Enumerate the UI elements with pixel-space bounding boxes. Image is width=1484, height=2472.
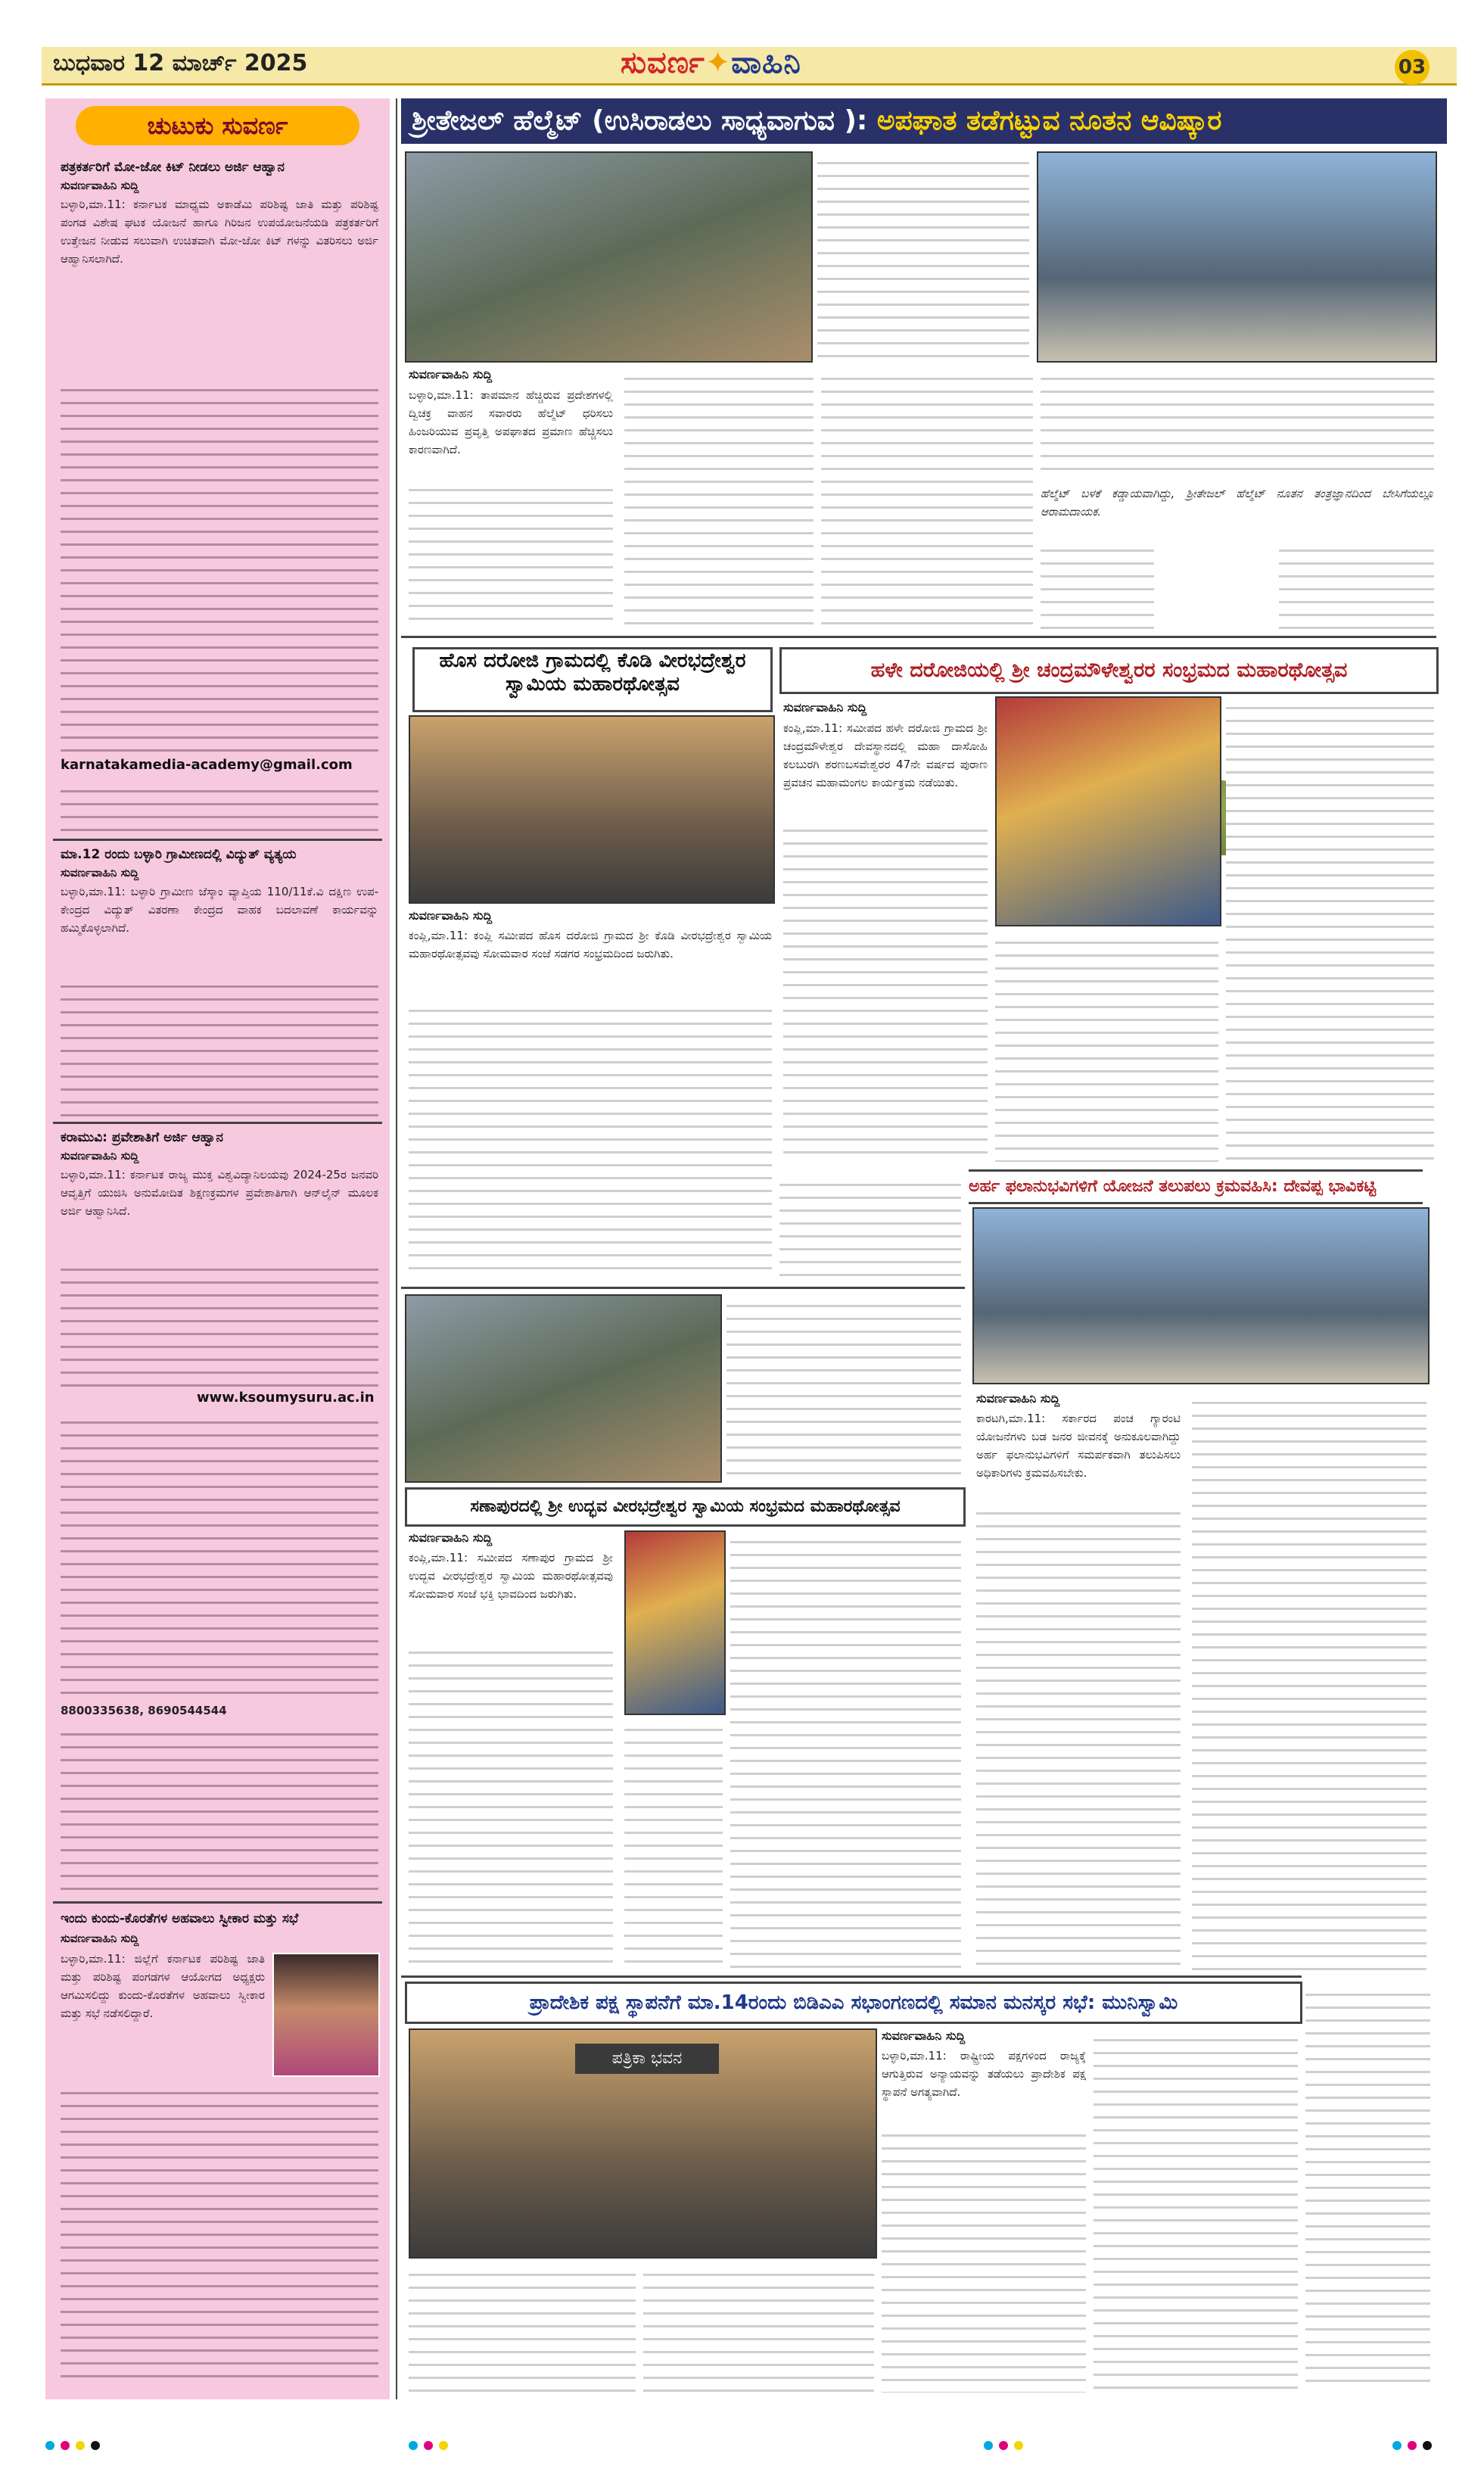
sidebar-website[interactable]: www.ksoumysuru.ac.in — [197, 1390, 375, 1406]
flame-icon: ✦ — [705, 45, 732, 80]
sidebar-story-3-more — [61, 1411, 378, 1698]
photo-sign-board: ಪತ್ರಿಕಾ ಭವನ — [575, 2044, 719, 2074]
sidebar-story-3-lead: ಬಳ್ಳಾರಿ,ಮಾ.11: ಕರ್ನಾಟಕ ರಾಜ್ಯ ಮುಕ್ತ ವಿಶ್ವವಿದ್ಯಾನಿಲಯವು 2024-25ರ ಜನವರಿ ಆವೃತ್ತಿಗೆ ಯುಜಿಸಿ ಅನುಮೋದಿತ ಶಿಕ್ಷಣಕ್ರಮಗಳ ಪ್ರವೇಶಾತಿಗಾಗಿ ಆನ್‌ಲೈನ್ ಮೂಲಕ ಅರ್ಜಿ ಆಹ್ವಾನಿಸಿದೆ. — [61, 1168, 378, 1218]
masthead-part-a: ಸುವರ್ಣ — [621, 45, 705, 80]
sanapura-byline: ಸುವರ್ಣವಾಹಿನಿ ಸುದ್ದಿ — [409, 1530, 493, 1545]
bhavikatti-headline: ಅರ್ಹ ಫಲಾನುಭವಿಗಳಿಗೆ ಯೋಜನೆ ತಲುಪಲು ಕ್ರಮವಹಿಸಿ: ದೇವಪ್ಪ ಭಾವಿಕಟ್ಟಿ — [969, 1169, 1423, 1204]
sidebar-story-3-title: ಕರಾಮುವಿ: ಪ್ರವೇಶಾತಿಗೆ ಅರ್ಜಿ ಆಹ್ವಾನ — [61, 1130, 224, 1145]
sanapura-body-2 — [624, 1718, 723, 1968]
sidebar-divider-2 — [53, 1122, 382, 1124]
registration-dot-magenta-3 — [999, 2441, 1008, 2450]
hale-daroji-headline: ಹಳೇ ದರೋಜಿಯಲ್ಲಿ ಶ್ರೀ ಚಂದ್ರಮೌಳೇಶ್ವರರ ಸಂಭ್ರಮದ ಮಹಾರಥೋತ್ಸವ — [779, 647, 1439, 694]
hosa-daroji-body-2 — [779, 1173, 961, 1279]
sidebar-story-1-lead: ಬಳ್ಳಾರಿ,ಮಾ.11: ಕರ್ನಾಟಕ ಮಾಧ್ಯಮ ಅಕಾಡೆಮಿ ಪರಿಶಿಷ್ಟ ಜಾತಿ ಮತ್ತು ಪರಿಶಿಷ್ಟ ಪಂಗಡ ವಿಶೇಷ ಘಟಕ ಯೋಜನೆ ಹಾಗೂ ಗಿರಿಜನ ಉಪಯೋಜನೆಯಡಿ ಪತ್ರಕರ್ತರಿಗೆ ಉತ್ತೇಜನ ನೀಡುವ ಸಲುವಾಗಿ ಉಚಿತವಾಗಿ ಮೋ-ಜೋ ಕಿಟ್ ಗಳನ್ನು ವಿತರಿಸಲು ಅರ್ಜಿ ಆಹ್ವಾನಿಸಲಾಗಿದೆ. — [61, 198, 378, 266]
bottom-byline: ಸುವರ್ಣವಾಹಿನಿ ಸುದ್ದಿ — [882, 2028, 966, 2043]
sidebar-story-1-byline: ಸುವರ್ಣವಾಹಿನಿ ಸುದ್ದಿ — [61, 179, 139, 192]
registration-dot-magenta-2 — [424, 2441, 433, 2450]
lead-photo-right — [1037, 151, 1437, 363]
masthead — [621, 45, 801, 80]
registration-dot-black — [91, 2441, 100, 2450]
lead-column-text-6 — [1041, 539, 1154, 630]
bottom-body-2 — [1094, 2028, 1298, 2392]
sanapura-group-photo — [405, 1294, 722, 1483]
hosa-daroji-headline: ಹೊಸ ದರೋಜಿ ಗ್ರಾಮದಲ್ಲಿ ಕೊಡಿ ವೀರಭದ್ರೇಶ್ವರ ಸ್ವಾಮಿಯ ಮಹಾರಥೋತ್ಸವ — [412, 647, 773, 712]
registration-dot-cyan-4 — [1392, 2441, 1402, 2450]
registration-dot-magenta-4 — [1408, 2441, 1417, 2450]
sidebar-story-3-byline: ಸುವರ್ಣವಾಹಿನಿ ಸುದ್ದಿ — [61, 1149, 139, 1163]
sidebar-story-3-tail — [61, 1723, 378, 1897]
bottom-divider — [401, 1975, 1302, 1978]
lead-headline — [401, 98, 1447, 144]
registration-dot-yellow — [76, 2441, 85, 2450]
sanapura-idol-photo — [624, 1530, 726, 1715]
hale-daroji-body-3 — [1226, 696, 1434, 1162]
lead-byline: ಸುವರ್ಣವಾಹಿನಿ ಸುದ್ದಿ — [409, 367, 493, 381]
lead-column-text-3 — [624, 367, 814, 628]
sidebar-story-4-lead: ಬಳ್ಳಾರಿ,ಮಾ.11: ಜಿಲ್ಲೆಗೆ ಕರ್ನಾಟಕ ಪರಿಶಿಷ್ಟ ಜಾತಿ ಮತ್ತು ಪರಿಶಿಷ್ಟ ಪಂಗಡಗಳ ಆಯೋಗದ ಅಧ್ಯಕ್ಷರು ಆಗಮಿಸಲಿದ್ದು ಕುಂದು-ಕೊರತೆಗಳ ಅಹವಾಲು ಸ್ವೀಕಾರ ಮತ್ತು ಸಭೆ ನಡೆಸಲಿದ್ದಾರೆ. — [61, 1952, 265, 2020]
sidebar-divider-1 — [53, 839, 382, 841]
bottom-headline: ಪ್ರಾದೇಶಿಕ ಪಕ್ಷ ಸ್ಥಾಪನೆಗೆ ಮಾ.14ರಂದು ಬಿಡಿಎಎ ಸಭಾಂಗಣದಲ್ಲಿ ಸಮಾನ ಮನಸ್ಕರ ಸಭೆ: ಮುನಿಸ್ವಾಮಿ — [405, 1982, 1302, 2024]
sidebar-title: ಚುಟುಕು ಸುವರ್ಣ — [76, 106, 359, 145]
registration-dot-cyan-3 — [984, 2441, 993, 2450]
bhavikatti-meeting-photo — [972, 1207, 1430, 1384]
hosa-daroji-body — [409, 999, 772, 1279]
bhavikatti-body-3 — [1305, 1983, 1430, 2392]
masthead-part-b: ವಾಹಿನಿ — [731, 45, 801, 80]
hale-daroji-body-1 — [783, 819, 988, 1163]
lead-headline-b: ಅಪಘಾತ ತಡೆಗಟ್ಟುವ ನೂತನ ಆವಿಷ್ಕಾರ — [876, 105, 1222, 136]
sidebar-story-2-body — [61, 975, 378, 1119]
hosa-daroji-photo — [409, 715, 775, 904]
registration-dot-cyan — [45, 2441, 54, 2450]
hosa-daroji-lead: ಕಂಪ್ಲಿ,ಮಾ.11: ಕಂಪ್ಲಿ ಸಮೀಪದ ಹೊಸ ದರೋಜಿ ಗ್ರಾಮದ ಶ್ರೀ ಕೊಡಿ ವೀರಭದ್ರೇಶ್ವರ ಸ್ವಾಮಿಯ ಮಹಾರಥೋತ್ಸವವು ಸೋಮವಾರ ಸಂಜೆ ಸಡಗರ ಸಂಭ್ರಮದಿಂದ ಜರುಗಿತು. — [409, 929, 772, 960]
lead-divider — [401, 636, 1436, 638]
issue-date: ಬುಧವಾರ 12 ಮಾರ್ಚ್ 2025 — [53, 50, 308, 76]
hale-daroji-lead: ಕಂಪ್ಲಿ,ಮಾ.11: ಸಮೀಪದ ಹಳೇ ದರೋಜಿ ಗ್ರಾಮದ ಶ್ರೀ ಚಂದ್ರಮೌಳೇಶ್ವರ ದೇವಸ್ಥಾನದಲ್ಲಿ ಮಹಾ ದಾಸೋಹಿ ಕಲಬುರಗಿ ಶರಣಬಸವೇಶ್ವರರ 47ನೇ ವರ್ಷದ ಪುರಾಣ ಪ್ರವಚನ ಮಹಾಮಂಗಲ ಕಾರ್ಯಕ್ರಮ ನಡೆಯಿತು. — [783, 721, 988, 789]
sidebar-story-4-byline: ಸುವರ್ಣವಾಹಿನಿ ಸುದ್ದಿ — [61, 1932, 139, 1945]
sidebar-story-2-byline: ಸುವರ್ಣವಾಹಿನಿ ಸುದ್ದಿ — [61, 866, 139, 880]
registration-dot-cyan-2 — [409, 2441, 418, 2450]
registration-dot-yellow-3 — [1014, 2441, 1023, 2450]
registration-dot-magenta — [61, 2441, 70, 2450]
lead-column-text-7 — [1279, 539, 1434, 630]
bottom-lead: ಬಳ್ಳಾರಿ,ಮಾ.11: ರಾಷ್ಟ್ರೀಯ ಪಕ್ಷಗಳಿಂದ ರಾಜ್ಯಕ್ಕೆ ಆಗುತ್ತಿರುವ ಅನ್ಯಾಯವನ್ನು ತಡೆಯಲು ಪ್ರಾದೇಶಿಕ ಪಕ್ಷ ಸ್ಥಾಪನೆ ಅಗತ್ಯವಾಗಿದೆ. — [882, 2049, 1086, 2099]
sidebar-story-1-tail — [61, 780, 378, 833]
sidebar-email[interactable]: karnatakamedia-academy@gmail.com — [61, 757, 353, 773]
column-separator — [396, 98, 397, 2399]
sanapura-headline: ಸಣಾಪುರದಲ್ಲಿ ಶ್ರೀ ಉದ್ಭವ ವೀರಭದ್ರೇಶ್ವರ ಸ್ವಾಮಿಯ ಸಂಭ್ರಮದ ಮಹಾರಥೋತ್ಸವ — [405, 1487, 966, 1527]
bhavikatti-body-1 — [976, 1502, 1181, 1971]
page-number: 03 — [1395, 50, 1430, 85]
sanapura-body-1 — [409, 1641, 613, 1966]
lead-headline-a: ಶ್ರೀತೇಜಲ್ ಹೆಲ್ಮೆಟ್ (ಉಸಿರಾಡಲು ಸಾಧ್ಯವಾಗುವ ): — [412, 105, 868, 136]
lead-column-text-1 — [817, 151, 1029, 360]
lead-lead: ಬಳ್ಳಾರಿ,ಮಾ.11: ತಾಪಮಾನ ಹೆಚ್ಚಿರುವ ಪ್ರದೇಶಗಳಲ್ಲಿ ದ್ವಿಚಕ್ರ ವಾಹನ ಸವಾರರು ಹೆಲ್ಮೆಟ್ ಧರಿಸಲು ಹಿಂಜರಿಯುವ ಪ್ರವೃತ್ತಿ ಅಪಘಾತದ ಪ್ರಮಾಣ ಹೆಚ್ಚಿಸಲು ಕಾರಣವಾಗಿದೆ. — [409, 388, 613, 456]
bhavikatti-byline: ಸುವರ್ಣವಾಹಿನಿ ಸುದ್ದಿ — [976, 1391, 1060, 1406]
bottom-body-3 — [409, 2263, 636, 2392]
sanapura-caption-text — [726, 1294, 961, 1480]
bottom-body-4 — [643, 2263, 874, 2392]
hale-daroji-byline: ಸುವರ್ಣವಾಹಿನಿ ಸುದ್ದಿ — [783, 700, 867, 715]
bhavikatti-lead: ಕಾರಟಗಿ,ಮಾ.11: ಸರ್ಕಾರದ ಪಂಚ ಗ್ಯಾರಂಟಿ ಯೋಜನೆಗಳು ಬಡ ಜನರ ಜೀವನಕ್ಕೆ ಅನುಕೂಲವಾಗಿದ್ದು ಅರ್ಹ ಫಲಾನುಭವಿಗಳಿಗೆ ಸಮರ್ಪಕವಾಗಿ ತಲುಪಿಸಲು ಅಧಿಕಾರಿಗಳು ಕ್ರಮವಹಿಸಬೇಕು. — [976, 1412, 1181, 1480]
sidebar-story-1-title: ಪತ್ರಕರ್ತರಿಗೆ ಮೋ-ಜೋ ಕಿಟ್ ನೀಡಲು ಅರ್ಜಿ ಆಹ್ವಾನ — [61, 160, 285, 175]
sidebar-story-4-title: ಇಂದು ಕುಂದು-ಕೊರತೆಗಳ ಅಹವಾಲು ಸ್ವೀಕಾರ ಮತ್ತು ಸಭೆ — [61, 1911, 299, 1926]
sidebar-story-1-body — [61, 378, 378, 757]
bhavikatti-body-2 — [1192, 1391, 1426, 1971]
sidebar-story-4-body — [61, 2081, 378, 2384]
mid-divider — [401, 1287, 965, 1289]
officer-portrait — [272, 1953, 380, 2077]
hosa-daroji-byline: ಸುವರ್ಣವಾಹಿನಿ ಸುದ್ದಿ — [409, 908, 493, 923]
sidebar-story-2-lead: ಬಳ್ಳಾರಿ,ಮಾ.11: ಬಳ್ಳಾರಿ ಗ್ರಾಮೀಣ ಜೆಸ್ಕಾಂ ವ್ಯಾಪ್ತಿಯ 110/11ಕೆ.ವಿ ದಕ್ಷಿಣ ಉಪ-ಕೇಂದ್ರದ ವಿದ್ಯುತ್ ವಿತರಣಾ ಕೇಂದ್ರದ ವಾಹಕ ಬದಲಾವಣೆ ಕಾರ್ಯವನ್ನು ಹಮ್ಮಿಕೊಳ್ಳಲಾಗಿದೆ. — [61, 885, 378, 935]
sanapura-lead: ಕಂಪ್ಲಿ,ಮಾ.11: ಸಮೀಪದ ಸಣಾಪುರ ಗ್ರಾಮದ ಶ್ರೀ ಉದ್ಭವ ವೀರಭದ್ರೇಶ್ವರ ಸ್ವಾಮಿಯ ಮಹಾರಥೋತ್ಸವವು ಸೋಮವಾರ ಸಂಜೆ ಭಕ್ತಿ ಭಾವದಿಂದ ಜರುಗಿತು. — [409, 1551, 613, 1601]
lead-column-text-4 — [821, 367, 1033, 628]
sidebar-story-2-title: ಮಾ.12 ರಂದು ಬಳ್ಳಾರಿ ಗ್ರಾಮೀಣದಲ್ಲಿ ವಿದ್ಯುತ್ ವ್ಯತ್ಯಯ — [61, 847, 297, 862]
sidebar-phones: 8800335638, 8690544544 — [61, 1704, 227, 1717]
lead-column-text-2 — [409, 478, 613, 630]
lead-column-text-5 — [1041, 367, 1434, 481]
lead-quote: ಹೆಲ್ಮೆಟ್ ಬಳಕೆ ಕಡ್ಡಾಯವಾಗಿದ್ದು, ಶ್ರೀತೇಜಲ್ ಹೆಲ್ಮೆಟ್ ನೂತನ ತಂತ್ರಜ್ಞಾನದಿಂದ ಬೇಸಿಗೆಯಲ್ಲೂ ಆರಾಮದಾಯಕ. — [1041, 487, 1434, 518]
lead-photo-left — [405, 151, 813, 363]
hale-daroji-body-2 — [995, 931, 1218, 1162]
sidebar-divider-3 — [53, 1901, 382, 1904]
sanapura-body-3 — [730, 1530, 961, 1968]
registration-dot-yellow-2 — [439, 2441, 448, 2450]
hale-daroji-chariot-photo — [995, 696, 1221, 926]
bottom-body-1 — [882, 2124, 1086, 2393]
registration-dot-black-4 — [1423, 2441, 1432, 2450]
sidebar-story-3-body — [61, 1258, 378, 1387]
